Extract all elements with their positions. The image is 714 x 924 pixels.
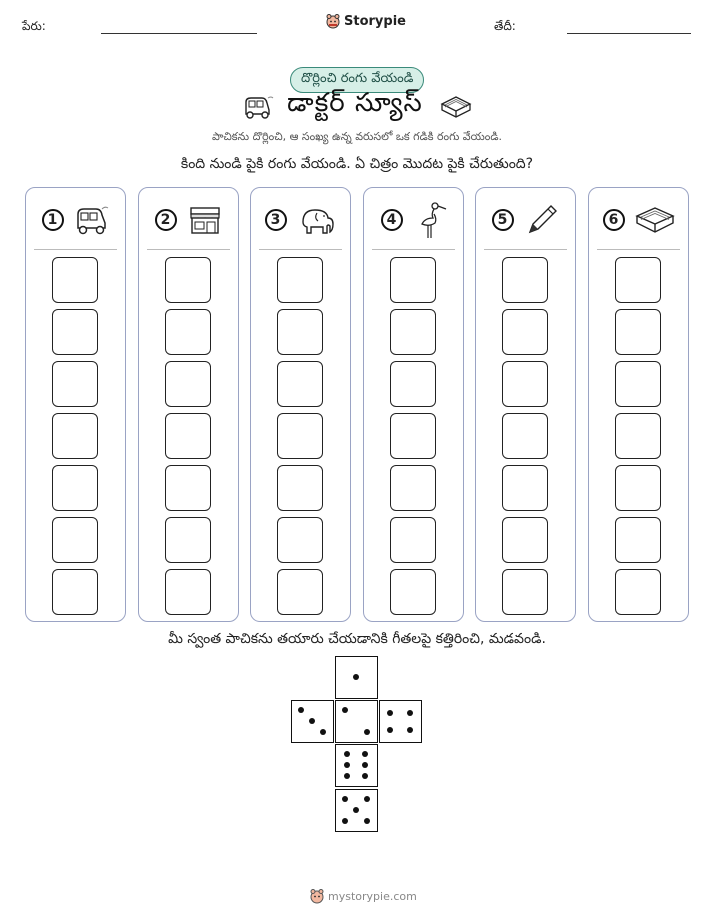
die-face-6 <box>335 744 378 787</box>
color-cell[interactable] <box>615 309 661 355</box>
color-cell[interactable] <box>52 309 98 355</box>
color-cell[interactable] <box>390 517 436 563</box>
color-cell[interactable] <box>615 257 661 303</box>
column-number: 6 <box>603 209 625 231</box>
date-line[interactable] <box>567 33 691 34</box>
page-title: డాక్టర్ స్యూస్ <box>287 88 423 118</box>
column-number: 1 <box>42 209 64 231</box>
color-cell[interactable] <box>165 257 211 303</box>
column-2 <box>138 187 239 622</box>
color-cell[interactable] <box>52 361 98 407</box>
footer-url[interactable]: mystorypie.com <box>328 889 417 903</box>
footer <box>310 888 417 904</box>
color-cell[interactable] <box>165 413 211 459</box>
column-4 <box>363 187 464 622</box>
color-cell[interactable] <box>52 569 98 615</box>
column-header <box>364 196 463 244</box>
column-number: 3 <box>265 209 287 231</box>
elephant-icon <box>297 204 337 236</box>
color-cell[interactable] <box>165 517 211 563</box>
color-cell[interactable] <box>615 569 661 615</box>
pencil-icon <box>524 202 560 238</box>
color-cell[interactable] <box>52 517 98 563</box>
color-cell[interactable] <box>277 413 323 459</box>
color-cell[interactable] <box>502 465 548 511</box>
column-number: 5 <box>492 209 514 231</box>
brand-name: Storypie <box>344 13 406 29</box>
color-cell[interactable] <box>277 257 323 303</box>
die-face-3 <box>291 700 334 743</box>
color-cell[interactable] <box>390 361 436 407</box>
boxing-ring-icon <box>440 94 472 120</box>
color-cell[interactable] <box>390 569 436 615</box>
color-cell[interactable] <box>277 361 323 407</box>
column-header <box>26 196 125 244</box>
color-cell[interactable] <box>502 257 548 303</box>
auto-rickshaw-icon <box>242 94 274 120</box>
color-cell[interactable] <box>277 517 323 563</box>
storypie-mascot-icon <box>326 13 340 29</box>
color-cell[interactable] <box>165 309 211 355</box>
color-cell[interactable] <box>390 413 436 459</box>
column-header <box>589 196 688 244</box>
auto-rickshaw-icon <box>74 204 110 236</box>
color-cell[interactable] <box>615 361 661 407</box>
column-number: 2 <box>155 209 177 231</box>
column-number: 4 <box>381 209 403 231</box>
color-cell[interactable] <box>390 465 436 511</box>
boxing-ring-icon <box>635 204 675 236</box>
shop-icon <box>187 204 223 236</box>
color-cell[interactable] <box>502 309 548 355</box>
color-cell[interactable] <box>502 413 548 459</box>
color-cell[interactable] <box>615 517 661 563</box>
color-cell[interactable] <box>52 465 98 511</box>
die-face-2 <box>335 700 378 743</box>
color-cell[interactable] <box>277 569 323 615</box>
cut-instruction: మీ స్వంత పాచికను తయారు చేయడానికి గీతలపై కత్తిరించి, మడవండి. <box>168 631 546 647</box>
storypie-mascot-icon <box>310 888 324 904</box>
color-cell[interactable] <box>502 569 548 615</box>
color-cell[interactable] <box>165 465 211 511</box>
die-face-5 <box>335 789 378 832</box>
column-5 <box>475 187 576 622</box>
stork-icon <box>413 200 447 240</box>
column-3 <box>250 187 351 622</box>
color-cell[interactable] <box>502 361 548 407</box>
color-cell[interactable] <box>165 569 211 615</box>
name-label: పేరు: <box>22 19 46 33</box>
die-face-4 <box>379 700 422 743</box>
column-1 <box>25 187 126 622</box>
color-cell[interactable] <box>52 413 98 459</box>
color-cell[interactable] <box>390 257 436 303</box>
column-header <box>476 196 575 244</box>
column-header <box>251 196 350 244</box>
name-line[interactable] <box>101 33 257 34</box>
subtitle: పాచికను దొర్లించి, ఆ సంఖ్య ఉన్న వరుసలో ఒక గడికి రంగు వేయండి. <box>212 130 502 143</box>
color-cell[interactable] <box>165 361 211 407</box>
instruction-text: కింది నుండి పైకి రంగు వేయండి. ఏ చిత్రం మొదట పైకి చేరుతుంది? <box>180 156 534 172</box>
color-cell[interactable] <box>502 517 548 563</box>
column-6 <box>588 187 689 622</box>
date-label: తేదీ: <box>494 19 516 33</box>
color-cell[interactable] <box>277 309 323 355</box>
color-cell[interactable] <box>277 465 323 511</box>
color-cell[interactable] <box>52 257 98 303</box>
color-cell[interactable] <box>390 309 436 355</box>
color-cell[interactable] <box>615 413 661 459</box>
color-cell[interactable] <box>615 465 661 511</box>
column-header <box>139 196 238 244</box>
die-face-1 <box>335 656 378 699</box>
roll-and-color-badge: దొర్లించి రంగు వేయండి <box>290 67 424 93</box>
brand-logo <box>326 13 406 29</box>
